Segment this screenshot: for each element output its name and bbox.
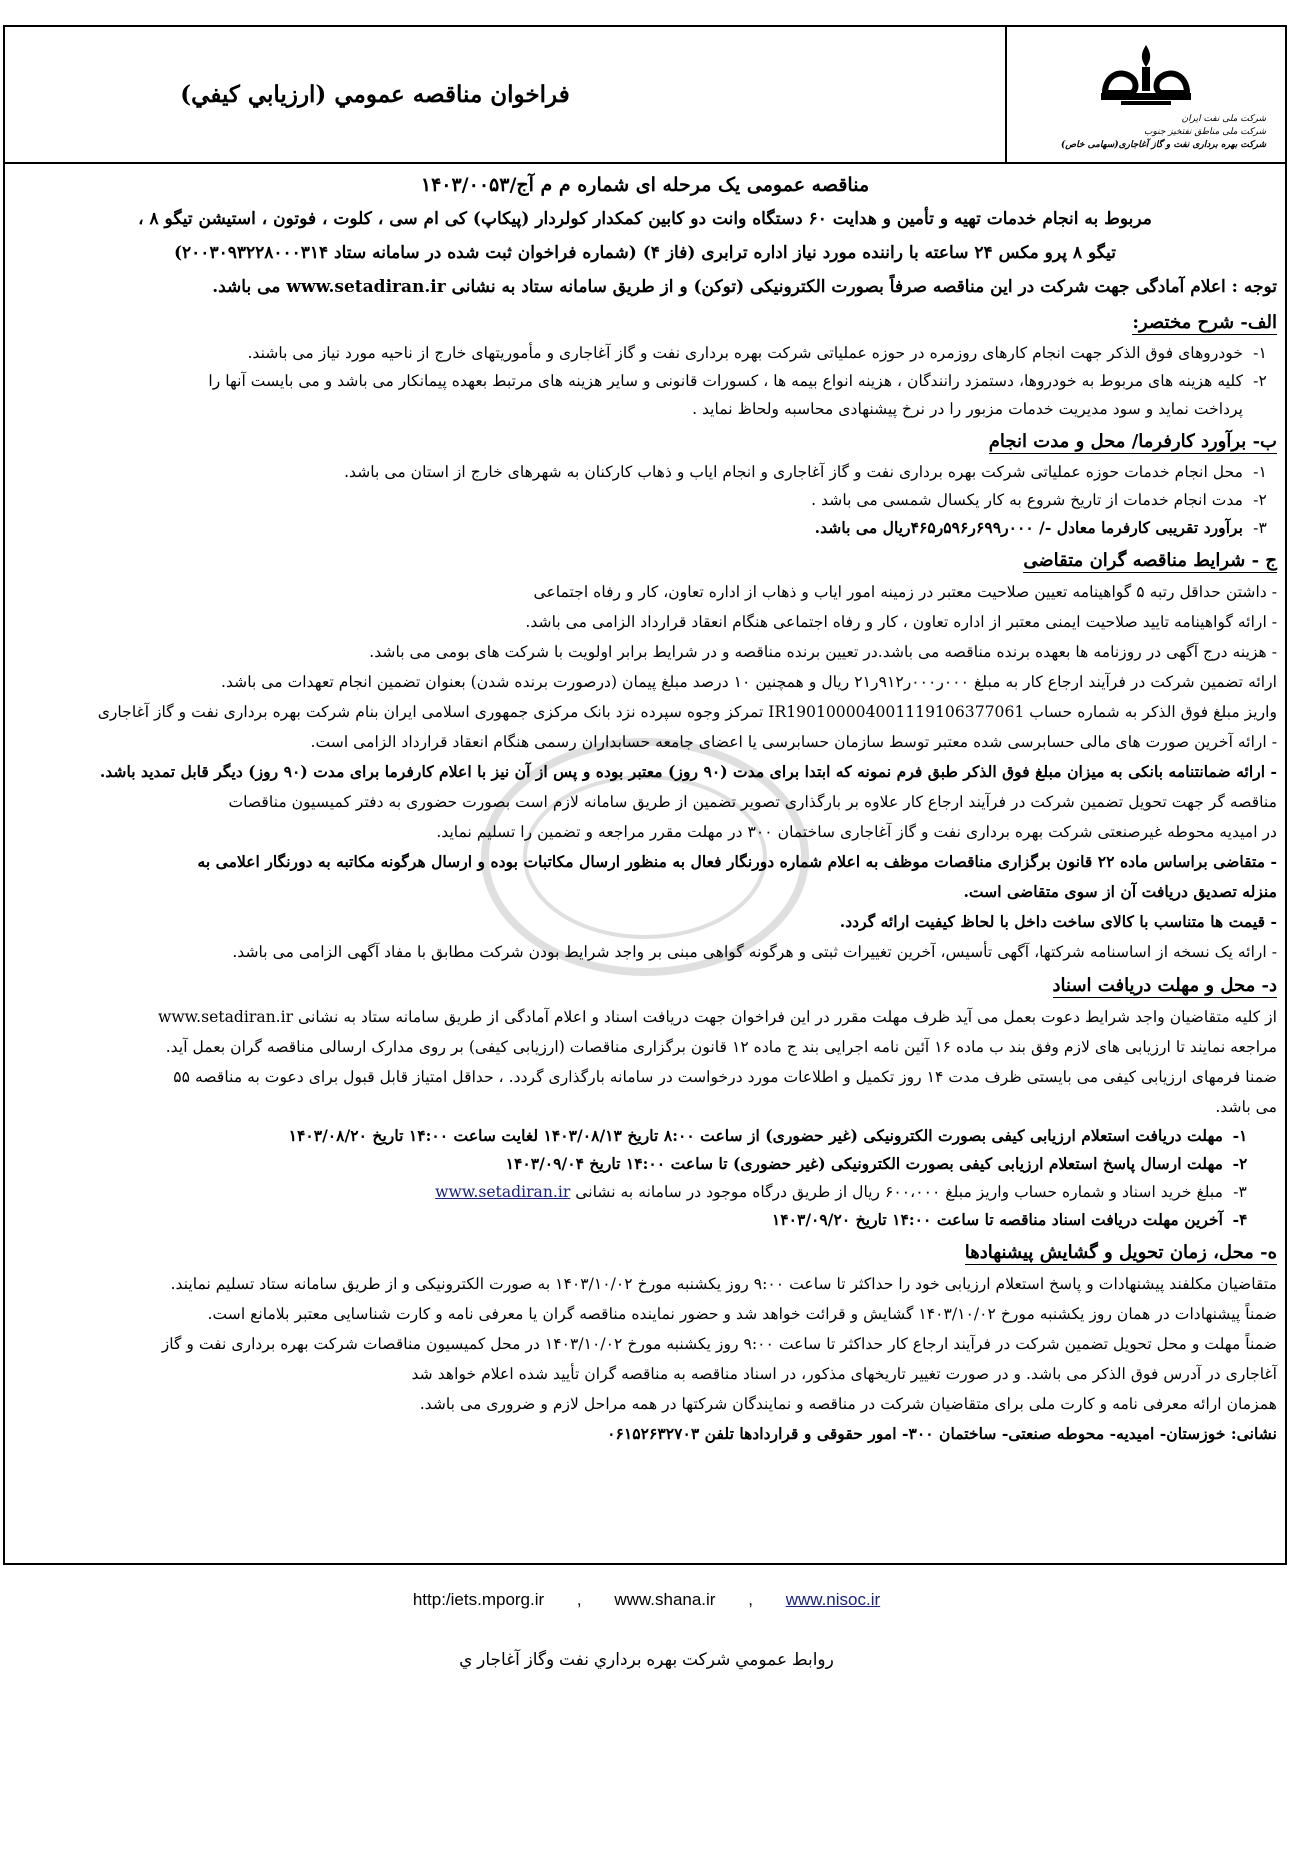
condition-line: در امیدیه محوطه غیرصنعتی شرکت بهره برداری نفت و گاز آغاجاری ساختمان ۳۰۰ در مهلت مقرر مراجعه و تضمین را تسلیم نماید. (436, 823, 1277, 841)
condition-line: مناقصه گر جهت تحویل تضمین شرکت در فرآیند ارجاع کار علاوه بر بارگذاری تصویر تضمین از طریق سامانه لازم است بصورت حضوری به دفتر کمیسیون مناقصات (228, 793, 1277, 811)
setadiran-link[interactable]: www.setadiran.ir (435, 1183, 571, 1201)
logo-line-1: شرکت ملی نفت ایران (1181, 114, 1266, 124)
nisoc-link[interactable]: www.nisoc.ir (785, 1590, 881, 1609)
section-e-title: ه- محل، زمان تحویل و گشایش پیشنهادها (964, 1242, 1277, 1263)
shana-link[interactable]: www.shana.ir (614, 1590, 716, 1609)
section-b-title: ب- برآورد کارفرما/ محل و مدت انجام (988, 431, 1277, 452)
section-d-title: د- محل و مهلت دریافت اسناد (1052, 975, 1277, 996)
condition-line: - هزینه درج آگهی در روزنامه ها بعهده برنده مناقصه می باشد.در تعیین برنده مناقصه و در شرایط برابر اولویت با شرکت های بومی می باشد. (369, 643, 1277, 661)
condition-line: - ارائه گواهینامه تایید صلاحیت ایمنی معتبر از اداره تعاون ، کار و رفاه اجتماعی هنگام انعقاد قرارداد الزامی می باشد. (525, 613, 1277, 631)
section-e-line: متقاضیان مکلفند پیشنهادات و پاسخ استعلام ارزیابی خود را حداکثر تا ساعت ۹:۰۰ روز یکشنبه مورخ ۱۴۰۳/۱۰/۰۲ به صورت الکترونیکی و از طریق سامانه ستاد تسلیم نمایند. (170, 1275, 1277, 1293)
notice-header (5, 27, 1285, 164)
section-e-line: ضمناً پیشنهادات در همان روز یکشنبه مورخ ۱۴۰۳/۱۰/۰۲ گشایش و قرائت خواهد شد و حضور نماینده مناقصه گران یا معرفی نامه و کارت شناسایی معتبر بلامانع است. (207, 1305, 1277, 1323)
tender-number: مناقصه عمومی یک مرحله ای شماره م م آج/۱۴۰۳/۰۰۵۳ (420, 174, 870, 196)
section-d-para-1: از کلیه متقاضیان واجد شرایط دعوت بعمل می آید ظرف مهلت مقرر در این فراخوان جهت دریافت اسناد و اعلام آمادگی از طریق سامانه ستاد به نشانی www.setadiran.ir (157, 1008, 1277, 1026)
section-d-para-3: ضمنا فرمهای ارزیابی کیفی می بایستی ظرف مدت ۱۴ روز تکمیل و اطلاعات مورد درخواست در سامانه بارگذاری گردد. ، حداقل امتیاز قابل قبول برای دعوت به مناقصه ۵۵ (173, 1068, 1277, 1086)
list-item: ۱- خودروهای فوق الذکر جهت انجام کارهای روزمره در حوزه عملیاتی شرکت بهره برداری نفت و گاز آغاجاری و مأموریتهای خارج از ناحیه مورد نیاز می باشند. (247, 344, 1267, 362)
link-separator: , (748, 1590, 753, 1609)
list-item: ۲- مهلت ارسال پاسخ استعلام ارزیابی کیفی بصورت الکترونیکی (غیر حضوری) تا ساعت ۱۴:۰۰ تاریخ ۱۴۰۳/۰۹/۰۴ (505, 1154, 1248, 1173)
nioc-logo-icon (1091, 41, 1201, 113)
condition-line: - متقاضی براساس ماده ۲۲ قانون برگزاری مناقصات موظف به اعلام شماره دورنگار فعال به منظور ارسال مکاتبات بوده و ارسال هرگونه مکاتبه به دورنگار اعلامی به (197, 852, 1277, 871)
condition-line: - داشتن حداقل رتبه ۵ گواهینامه تعیین صلاحیت معتبر در زمینه امور ایاب و ذهاب از اداره تعاون، کار و رفاه اجتماعی (533, 583, 1277, 601)
section-e-line: آغاجاری در آدرس فوق الذکر می باشد. و در صورت تغییر تاریخهای مذکور، در اسناد مناقصه به مناقصه گران تأیید شده اعلام خواهد شد (411, 1365, 1277, 1383)
notice-body (5, 164, 1285, 1449)
list-item: ۳- مبلغ خرید اسناد و شماره حساب واریز مبلغ ۶۰۰،۰۰۰ ریال از طریق درگاه موجود در سامانه به نشانی www.setadiran.ir (435, 1183, 1247, 1201)
public-relations-signature: روابط عمومي شركت بهره برداري نفت وگاز آغاجار ي (459, 1650, 834, 1669)
section-c-conditions (13, 577, 1277, 967)
condition-line: - قیمت ها متناسب با کالای ساخت داخل با لحاظ کیفیت ارائه گردد. (839, 912, 1277, 931)
condition-line: - ارائه ضمانتنامه بانکی به میزان مبلغ فوق الذکر طبق فرم نمونه که ابتدا برای مدت (۹۰ روز) معتبر بوده و پس از آن نیز با اعلام کارفرما برای مدت (۹۰ روز) دیگر قابل تمدید باشد. (99, 762, 1277, 781)
list-item: ۲- کلیه هزینه های مربوط به خودروها، دستمزد رانندگان ، هزینه انواع بیمه ها ، کسورات قانونی و سایر هزینه های مرتبط بعهده پیمانکار می باشد و می بایست آنها را (208, 372, 1267, 390)
notice-note: توجه : اعلام آمادگی جهت شرکت در این مناقصه صرفاً بصورت الکترونیکی (توکن) و از طریق سامانه ستاد به نشانی www.setadiran.ir می باشد. (212, 277, 1277, 297)
logo-line-3: شرکت بهره برداری نفت و گاز آغاجاری(سهامی خاص) (1061, 140, 1266, 150)
tender-subject-1: مربوط به انجام خدمات تهیه و تأمین و هدایت ۶۰ دستگاه وانت دو کابین کمکدار کولردار (پیکاپ) کی ام سی ، کلوت ، فوتون ، استیشن تیگو ۸ ، (138, 209, 1152, 229)
list-item: ۱- محل انجام خدمات حوزه عملیاتی شرکت بهره برداری نفت و گاز آغاجاری و انجام ایاب و ذهاب کارکنان به شهرهای خارج از استان می باشد. (344, 463, 1267, 481)
condition-line: - ارائه یک نسخه از اساسنامه شرکتها، آگهی تأسیس، آخرین تغییرات ثبتی و هرگونه گواهی مبنی بر واجد شرایط بودن شرکت مطابق با مفاد آگهی الزامی می باشد. (232, 943, 1277, 961)
section-e-line: ضمناً مهلت و محل تحویل تضمین شرکت در فرآیند ارجاع کار حداکثر تا ساعت ۹:۰۰ روز یکشنبه مورخ ۱۴۰۳/۱۰/۰۲ در محل کمیسیون مناقصات شرکت بهره برداری نفت و گاز (161, 1335, 1277, 1353)
section-c-title: ج - شرایط مناقصه گران متقاضی (1023, 550, 1277, 571)
condition-line: واریز مبلغ فوق الذکر به شماره حساب IR190100004001119106377061 تمرکز وجوه سپرده نزد بانک مرکزی جمهوری اسلامی ایران بنام شرکت بهره برداری نفت و گاز آغاجاری (97, 703, 1277, 721)
logo-line-2: شرکت ملی مناطق نفتخیز جنوب (1144, 127, 1266, 137)
list-item-continuation: پرداخت نماید و سود مدیریت خدمات مزبور را در نرخ پیشنهادی محاسبه ولحاظ نماید . (692, 400, 1243, 418)
section-a-title: الف- شرح مختصر: (1132, 312, 1277, 333)
list-item: ۴- آخرین مهلت دریافت اسناد مناقصه تا ساعت ۱۴:۰۰ تاریخ ۱۴۰۳/۰۹/۲۰ (771, 1210, 1248, 1229)
list-item: ۱- مهلت دریافت استعلام ارزیابی کیفی بصورت الکترونیکی (غیر حضوری) از ساعت ۸:۰۰ تاریخ ۱۴۰۳/۰۸/۱۳ لغایت ساعت ۱۴:۰۰ تاریخ ۱۴۰۳/۰۸/۲۰ (288, 1126, 1248, 1145)
list-item: ۲- مدت انجام خدمات از تاریخ شروع به کار یکسال شمسی می باشد . (811, 491, 1267, 509)
link-separator: , (576, 1590, 582, 1609)
footer-links (0, 1590, 1293, 1610)
title-box (5, 27, 1005, 162)
condition-line: منزله تصدیق دریافت آن از سوی متقاضی است. (963, 882, 1277, 901)
notice-title: فراخوان مناقصه عمومي (ارزيابي كيفي) (180, 81, 570, 108)
iets-link[interactable]: http:/iets.mporg.ir (412, 1590, 545, 1609)
condition-line: ارائه تضمین شرکت در فرآیند ارجاع کار به مبلغ ۰۰۰ر۰۰۰ر۹۱۲ر۲۱ ریال و همچنین ۱۰ درصد مبلغ پیمان (درصورت برنده شدن) بعنوان تضمین انجام تعهدات می باشد. (221, 673, 1277, 691)
section-e-line: همزمان ارائه معرفی نامه و کارت ملی برای متقاضیان شرکت در مناقصه و نمایندگان شرکتها در همه مراحل لازم و ضروری می باشد. (419, 1395, 1277, 1413)
section-d-para-4: می باشد. (1215, 1098, 1277, 1116)
contact-address: نشانی: خوزستان- امیدیه- محوطه صنعتی- ساختمان ۳۰۰- امور حقوقی و قراردادها تلفن ۰۶۱۵۲۶۳۲۷۰۳ (607, 1424, 1277, 1443)
company-logo-box (1005, 27, 1285, 162)
condition-line: - ارائه آخرین صورت های مالی حسابرسی شده معتبر توسط سازمان حسابرسی یا اعضای جامعه حسابداران رسمی هنگام انعقاد قرارداد الزامی است. (310, 733, 1277, 751)
section-d-para-2: مراجعه نمایند تا ارزیابی های لازم وفق بند ب ماده ۱۶ آئین نامه اجرایی بند ج ماده ۱۲ قانون برگزاری مناقصات (ارزیابی کیفی) بر روی مدارک ارسالی مناقصه گران بعمل آید. (165, 1038, 1277, 1056)
tender-notice (3, 25, 1287, 1565)
list-item: ۳- برآورد تقریبی کارفرما معادل -/ ۰۰۰ر۶۹۹ر۵۹۶ر۴۶۵ریال می باشد. (814, 518, 1267, 537)
tender-subject-2: تیگو ۸ پرو مکس ۲۴ ساعته با راننده مورد نیاز اداره ترابری (فاز ۴) (شماره فراخوان ثبت شده در سامانه ستاد ۲۰۰۳۰۹۳۲۲۸۰۰۰۳۱۴) (174, 243, 1116, 263)
